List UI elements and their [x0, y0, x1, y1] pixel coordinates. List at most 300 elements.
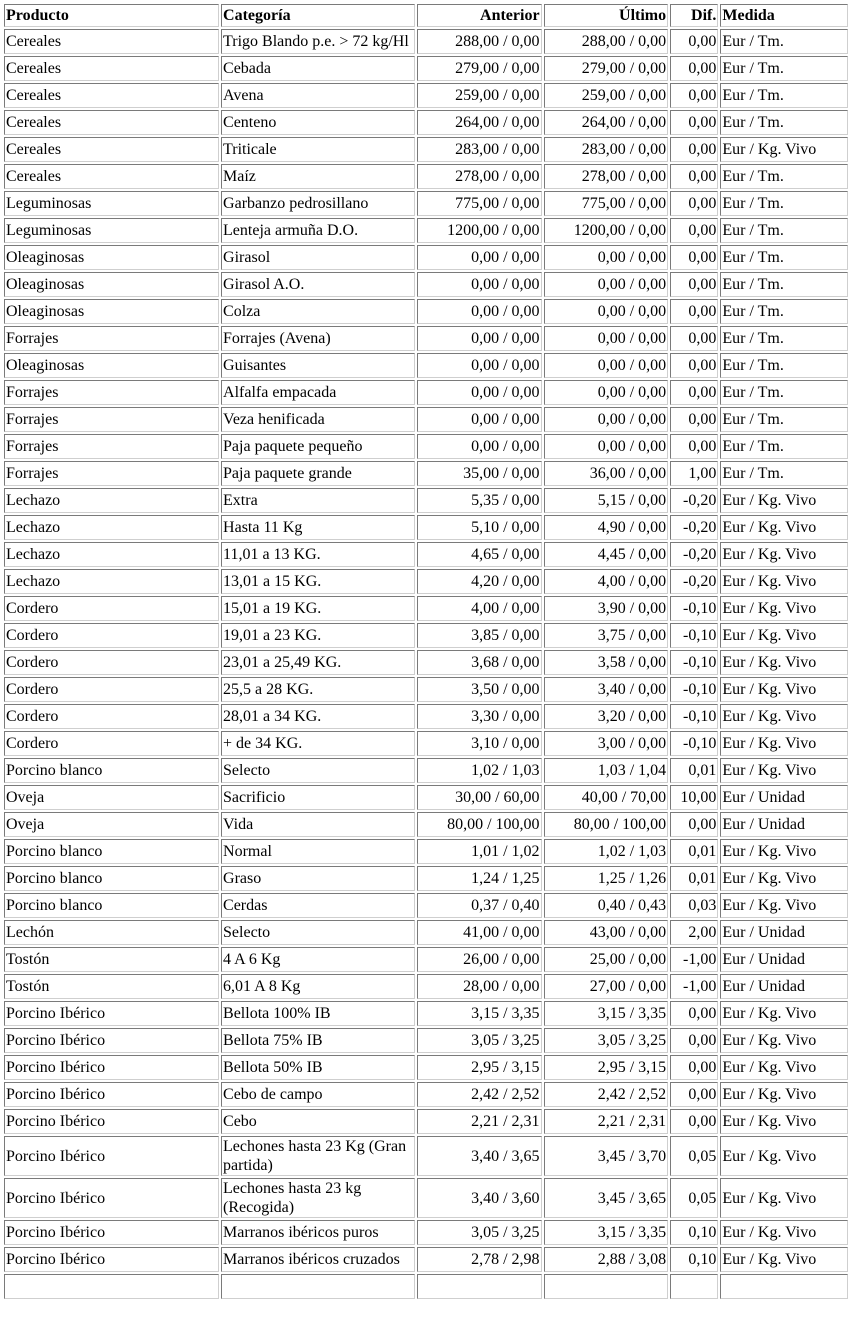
cell-categoria: Vida: [221, 812, 415, 837]
cell-anterior: 0,00 / 0,00: [417, 407, 542, 432]
cell-dif: 0,00: [670, 1001, 718, 1026]
cell-anterior: 2,42 / 2,52: [417, 1082, 542, 1107]
table-row: [4, 164, 848, 189]
table-row: [4, 596, 848, 621]
cell-medida: Eur / Kg. Vivo: [720, 515, 848, 540]
cell-producto: Oleaginosas: [4, 245, 219, 270]
cell-dif: 0,00: [670, 326, 718, 351]
cell-categoria: 19,01 a 23 KG.: [221, 623, 415, 648]
cell-ultimo: 0,40 / 0,43: [544, 893, 669, 918]
cell-dif: 0,00: [670, 245, 718, 270]
cell-dif: -1,00: [670, 947, 718, 972]
cell-producto: Cereales: [4, 110, 219, 135]
cell-dif: 0,05: [670, 1136, 718, 1176]
cell-medida: Eur / Kg. Vivo: [720, 1001, 848, 1026]
cell-anterior: 28,00 / 0,00: [417, 974, 542, 999]
cell-dif: 0,00: [670, 1055, 718, 1080]
cell-ultimo: 36,00 / 0,00: [544, 461, 669, 486]
cell-medida: Eur / Tm.: [720, 272, 848, 297]
cell-producto: Porcino Ibérico: [4, 1082, 219, 1107]
cell-producto: Forrajes: [4, 461, 219, 486]
cell-producto: Oleaginosas: [4, 299, 219, 324]
cell-producto: Porcino Ibérico: [4, 1220, 219, 1245]
cell-anterior: 0,00 / 0,00: [417, 245, 542, 270]
cell-anterior: 26,00 / 0,00: [417, 947, 542, 972]
cell-ultimo: 3,20 / 0,00: [544, 704, 669, 729]
cell-medida: Eur / Unidad: [720, 974, 848, 999]
cell-dif: -0,10: [670, 650, 718, 675]
cell-medida: Eur / Tm.: [720, 353, 848, 378]
cell-anterior: 278,00 / 0,00: [417, 164, 542, 189]
cell-categoria: 4 A 6 Kg: [221, 947, 415, 972]
cell-medida: Eur / Tm.: [720, 83, 848, 108]
cell-ultimo: 1,25 / 1,26: [544, 866, 669, 891]
cell-dif: 0,00: [670, 83, 718, 108]
table-row: [4, 542, 848, 567]
table-row: [4, 218, 848, 243]
table-row: [4, 299, 848, 324]
table-row: [4, 1247, 848, 1272]
cell-medida: Eur / Tm.: [720, 461, 848, 486]
cell-dif: -1,00: [670, 974, 718, 999]
cell-dif: 0,01: [670, 839, 718, 864]
cell-dif: 0,00: [670, 56, 718, 81]
cell-anterior: 283,00 / 0,00: [417, 137, 542, 162]
cell-medida: Eur / Kg. Vivo: [720, 1136, 848, 1176]
table-row: [4, 191, 848, 216]
cell-anterior: 3,15 / 3,35: [417, 1001, 542, 1026]
cell-medida: Eur / Kg. Vivo: [720, 542, 848, 567]
cell-dif: 1,00: [670, 461, 718, 486]
cell-categoria: Bellota 100% IB: [221, 1001, 415, 1026]
table-body: [4, 29, 848, 1299]
table-row: [4, 1178, 848, 1218]
cell-dif: 0,00: [670, 191, 718, 216]
cell-dif: -0,10: [670, 704, 718, 729]
cell-producto: Porcino Ibérico: [4, 1055, 219, 1080]
cell-categoria: + de 34 KG.: [221, 731, 415, 756]
cell-dif: 0,00: [670, 380, 718, 405]
cell-ultimo: 1200,00 / 0,00: [544, 218, 669, 243]
cell-medida: Eur / Tm.: [720, 191, 848, 216]
cell-dif: -0,20: [670, 569, 718, 594]
cell-medida: [720, 1274, 848, 1299]
cell-dif: -0,10: [670, 731, 718, 756]
cell-anterior: 80,00 / 100,00: [417, 812, 542, 837]
cell-producto: Cereales: [4, 164, 219, 189]
cell-producto: Lechazo: [4, 569, 219, 594]
table-row: [4, 29, 848, 54]
cell-dif: 0,00: [670, 218, 718, 243]
cell-medida: Eur / Kg. Vivo: [720, 596, 848, 621]
cell-anterior: 3,50 / 0,00: [417, 677, 542, 702]
table-row: [4, 83, 848, 108]
table-row: [4, 677, 848, 702]
table-row: [4, 623, 848, 648]
table-row: [4, 893, 848, 918]
cell-dif: -0,10: [670, 623, 718, 648]
cell-medida: Eur / Tm.: [720, 218, 848, 243]
table-row: [4, 974, 848, 999]
cell-medida: Eur / Unidad: [720, 920, 848, 945]
cell-dif: 0,01: [670, 758, 718, 783]
cell-categoria: Cerdas: [221, 893, 415, 918]
cell-producto: Tostón: [4, 947, 219, 972]
cell-ultimo: 3,15 / 3,35: [544, 1220, 669, 1245]
cell-categoria: 23,01 a 25,49 KG.: [221, 650, 415, 675]
cell-ultimo: 2,21 / 2,31: [544, 1109, 669, 1134]
cell-dif: 0,10: [670, 1220, 718, 1245]
cell-ultimo: 2,88 / 3,08: [544, 1247, 669, 1272]
cell-dif: 2,00: [670, 920, 718, 945]
cell-categoria: [221, 1274, 415, 1299]
cell-ultimo: 775,00 / 0,00: [544, 191, 669, 216]
cell-categoria: Garbanzo pedrosillano: [221, 191, 415, 216]
cell-medida: Eur / Kg. Vivo: [720, 758, 848, 783]
cell-medida: Eur / Kg. Vivo: [720, 1109, 848, 1134]
table-row: [4, 407, 848, 432]
cell-dif: 0,00: [670, 353, 718, 378]
cell-categoria: Bellota 75% IB: [221, 1028, 415, 1053]
cell-dif: 0,00: [670, 164, 718, 189]
cell-dif: 0,00: [670, 29, 718, 54]
cell-medida: Eur / Kg. Vivo: [720, 893, 848, 918]
cell-ultimo: 4,00 / 0,00: [544, 569, 669, 594]
cell-anterior: 2,21 / 2,31: [417, 1109, 542, 1134]
cell-anterior: 0,00 / 0,00: [417, 353, 542, 378]
cell-anterior: 0,00 / 0,00: [417, 434, 542, 459]
cell-medida: Eur / Kg. Vivo: [720, 866, 848, 891]
cell-dif: [670, 1274, 718, 1299]
cell-dif: -0,10: [670, 596, 718, 621]
cell-medida: Eur / Kg. Vivo: [720, 704, 848, 729]
cell-categoria: Hasta 11 Kg: [221, 515, 415, 540]
cell-ultimo: 3,90 / 0,00: [544, 596, 669, 621]
cell-anterior: 4,00 / 0,00: [417, 596, 542, 621]
cell-producto: Leguminosas: [4, 191, 219, 216]
cell-categoria: 15,01 a 19 KG.: [221, 596, 415, 621]
cell-producto: Porcino Ibérico: [4, 1001, 219, 1026]
cell-categoria: Extra: [221, 488, 415, 513]
cell-anterior: 5,10 / 0,00: [417, 515, 542, 540]
cell-categoria: Lechones hasta 23 Kg (Gran partida): [221, 1136, 415, 1176]
cell-categoria: Bellota 50% IB: [221, 1055, 415, 1080]
cell-categoria: Maíz: [221, 164, 415, 189]
cell-producto: Forrajes: [4, 326, 219, 351]
cell-ultimo: [544, 1274, 669, 1299]
table-row: [4, 1001, 848, 1026]
cell-ultimo: 80,00 / 100,00: [544, 812, 669, 837]
cell-producto: Porcino Ibérico: [4, 1028, 219, 1053]
cell-dif: -0,20: [670, 488, 718, 513]
cell-categoria: Normal: [221, 839, 415, 864]
table-row: [4, 785, 848, 810]
cell-ultimo: 0,00 / 0,00: [544, 326, 669, 351]
cell-medida: Eur / Kg. Vivo: [720, 839, 848, 864]
cell-anterior: 2,78 / 2,98: [417, 1247, 542, 1272]
cell-ultimo: 40,00 / 70,00: [544, 785, 669, 810]
cell-anterior: 1,02 / 1,03: [417, 758, 542, 783]
cell-medida: Eur / Tm.: [720, 326, 848, 351]
cell-medida: Eur / Kg. Vivo: [720, 731, 848, 756]
cell-producto: Lechón: [4, 920, 219, 945]
cell-ultimo: 3,45 / 3,65: [544, 1178, 669, 1218]
cell-dif: 0,05: [670, 1178, 718, 1218]
header-row: [4, 4, 848, 27]
cell-producto: Cereales: [4, 137, 219, 162]
table-row: [4, 758, 848, 783]
table-row: [4, 380, 848, 405]
cell-medida: Eur / Tm.: [720, 164, 848, 189]
cell-medida: Eur / Kg. Vivo: [720, 1055, 848, 1080]
cell-categoria: Marranos ibéricos puros: [221, 1220, 415, 1245]
cell-ultimo: 0,00 / 0,00: [544, 272, 669, 297]
cell-categoria: Selecto: [221, 920, 415, 945]
cell-ultimo: 278,00 / 0,00: [544, 164, 669, 189]
cell-producto: Lechazo: [4, 542, 219, 567]
table-row: [4, 1082, 848, 1107]
cell-categoria: Forrajes (Avena): [221, 326, 415, 351]
cell-anterior: 0,37 / 0,40: [417, 893, 542, 918]
cell-medida: Eur / Tm.: [720, 380, 848, 405]
cell-producto: Forrajes: [4, 380, 219, 405]
cell-dif: 0,00: [670, 407, 718, 432]
cell-dif: 0,00: [670, 299, 718, 324]
cell-producto: Oveja: [4, 812, 219, 837]
cell-anterior: 0,00 / 0,00: [417, 326, 542, 351]
cell-producto: Cordero: [4, 677, 219, 702]
cell-producto: Porcino Ibérico: [4, 1247, 219, 1272]
cell-ultimo: 3,45 / 3,70: [544, 1136, 669, 1176]
cell-dif: 0,00: [670, 812, 718, 837]
cell-producto: Oleaginosas: [4, 353, 219, 378]
table-row: [4, 650, 848, 675]
cell-medida: Eur / Kg. Vivo: [720, 1178, 848, 1218]
cell-anterior: 1200,00 / 0,00: [417, 218, 542, 243]
cell-producto: Forrajes: [4, 434, 219, 459]
table-row: [4, 1028, 848, 1053]
table-header: [4, 4, 848, 27]
table-row: [4, 1136, 848, 1176]
cell-ultimo: 43,00 / 0,00: [544, 920, 669, 945]
cell-dif: -0,20: [670, 542, 718, 567]
cell-categoria: Paja paquete pequeño: [221, 434, 415, 459]
cell-ultimo: 1,02 / 1,03: [544, 839, 669, 864]
table-row: [4, 812, 848, 837]
table-row: [4, 839, 848, 864]
cell-anterior: 3,40 / 3,60: [417, 1178, 542, 1218]
table-row: [4, 569, 848, 594]
table-row: [4, 515, 848, 540]
cell-medida: Eur / Tm.: [720, 407, 848, 432]
cell-dif: 0,00: [670, 1028, 718, 1053]
cell-medida: Eur / Kg. Vivo: [720, 137, 848, 162]
cell-categoria: Marranos ibéricos cruzados: [221, 1247, 415, 1272]
cell-categoria: 11,01 a 13 KG.: [221, 542, 415, 567]
cell-ultimo: 25,00 / 0,00: [544, 947, 669, 972]
cell-ultimo: 2,42 / 2,52: [544, 1082, 669, 1107]
cell-anterior: 1,24 / 1,25: [417, 866, 542, 891]
table-row: [4, 353, 848, 378]
cell-categoria: 6,01 A 8 Kg: [221, 974, 415, 999]
cell-producto: Leguminosas: [4, 218, 219, 243]
cell-dif: 0,10: [670, 1247, 718, 1272]
cell-ultimo: 3,15 / 3,35: [544, 1001, 669, 1026]
cell-dif: 0,00: [670, 434, 718, 459]
cell-anterior: 0,00 / 0,00: [417, 299, 542, 324]
cell-anterior: 0,00 / 0,00: [417, 380, 542, 405]
cell-anterior: 3,68 / 0,00: [417, 650, 542, 675]
cell-producto: Porcino blanco: [4, 758, 219, 783]
cell-categoria: Graso: [221, 866, 415, 891]
cell-producto: Oveja: [4, 785, 219, 810]
cell-ultimo: 3,40 / 0,00: [544, 677, 669, 702]
table-row: [4, 245, 848, 270]
cell-medida: Eur / Tm.: [720, 29, 848, 54]
cell-categoria: Sacrificio: [221, 785, 415, 810]
header-categoria: Categoría: [221, 4, 415, 27]
cell-medida: Eur / Kg. Vivo: [720, 1028, 848, 1053]
cell-producto: Cordero: [4, 650, 219, 675]
cell-producto: Lechazo: [4, 488, 219, 513]
cell-anterior: 775,00 / 0,00: [417, 191, 542, 216]
cell-dif: 0,00: [670, 137, 718, 162]
cell-categoria: Cebo: [221, 1109, 415, 1134]
cell-anterior: 5,35 / 0,00: [417, 488, 542, 513]
cell-dif: 10,00: [670, 785, 718, 810]
cell-dif: 0,00: [670, 110, 718, 135]
cell-dif: 0,00: [670, 272, 718, 297]
cell-anterior: 4,65 / 0,00: [417, 542, 542, 567]
cell-anterior: 259,00 / 0,00: [417, 83, 542, 108]
cell-categoria: Centeno: [221, 110, 415, 135]
cell-medida: Eur / Unidad: [720, 812, 848, 837]
cell-ultimo: 3,75 / 0,00: [544, 623, 669, 648]
cell-producto: Cordero: [4, 596, 219, 621]
cell-dif: 0,00: [670, 1109, 718, 1134]
table-row: [4, 1055, 848, 1080]
cell-medida: Eur / Kg. Vivo: [720, 1247, 848, 1272]
cell-anterior: 288,00 / 0,00: [417, 29, 542, 54]
cell-medida: Eur / Unidad: [720, 947, 848, 972]
cell-ultimo: 2,95 / 3,15: [544, 1055, 669, 1080]
cell-producto: Oleaginosas: [4, 272, 219, 297]
cell-ultimo: 0,00 / 0,00: [544, 407, 669, 432]
cell-ultimo: 3,58 / 0,00: [544, 650, 669, 675]
cell-ultimo: 1,03 / 1,04: [544, 758, 669, 783]
cell-ultimo: 3,00 / 0,00: [544, 731, 669, 756]
cell-anterior: [417, 1274, 542, 1299]
cell-categoria: Cebo de campo: [221, 1082, 415, 1107]
table-row: [4, 947, 848, 972]
table-row: [4, 110, 848, 135]
cell-categoria: Girasol A.O.: [221, 272, 415, 297]
cell-categoria: Colza: [221, 299, 415, 324]
header-dif: Dif.: [670, 4, 718, 27]
cell-producto: Porcino Ibérico: [4, 1136, 219, 1176]
cell-medida: Eur / Kg. Vivo: [720, 623, 848, 648]
cell-anterior: 3,10 / 0,00: [417, 731, 542, 756]
cell-ultimo: 3,05 / 3,25: [544, 1028, 669, 1053]
cell-medida: Eur / Tm.: [720, 299, 848, 324]
header-medida: Medida: [720, 4, 848, 27]
cell-anterior: 35,00 / 0,00: [417, 461, 542, 486]
cell-ultimo: 288,00 / 0,00: [544, 29, 669, 54]
cell-producto: Porcino blanco: [4, 893, 219, 918]
cell-anterior: 3,05 / 3,25: [417, 1028, 542, 1053]
cell-anterior: 30,00 / 60,00: [417, 785, 542, 810]
table-row: [4, 731, 848, 756]
cell-producto: Forrajes: [4, 407, 219, 432]
cell-categoria: Avena: [221, 83, 415, 108]
cell-categoria: Trigo Blando p.e. > 72 kg/Hl: [221, 29, 415, 54]
table-row: [4, 488, 848, 513]
cell-ultimo: 0,00 / 0,00: [544, 380, 669, 405]
cell-ultimo: 27,00 / 0,00: [544, 974, 669, 999]
table-row: [4, 866, 848, 891]
cell-producto: [4, 1274, 219, 1299]
cell-ultimo: 264,00 / 0,00: [544, 110, 669, 135]
cell-producto: Cereales: [4, 83, 219, 108]
cell-ultimo: 0,00 / 0,00: [544, 353, 669, 378]
cell-anterior: 279,00 / 0,00: [417, 56, 542, 81]
cell-categoria: Lenteja armuña D.O.: [221, 218, 415, 243]
cell-producto: Porcino Ibérico: [4, 1178, 219, 1218]
cell-categoria: Triticale: [221, 137, 415, 162]
cell-anterior: 3,05 / 3,25: [417, 1220, 542, 1245]
cell-producto: Lechazo: [4, 515, 219, 540]
cell-categoria: Veza henificada: [221, 407, 415, 432]
cell-anterior: 3,85 / 0,00: [417, 623, 542, 648]
cell-ultimo: 283,00 / 0,00: [544, 137, 669, 162]
cell-medida: Eur / Kg. Vivo: [720, 650, 848, 675]
cell-categoria: Cebada: [221, 56, 415, 81]
table-row: [4, 137, 848, 162]
cell-medida: Eur / Tm.: [720, 434, 848, 459]
cell-medida: Eur / Kg. Vivo: [720, 569, 848, 594]
cell-ultimo: 279,00 / 0,00: [544, 56, 669, 81]
header-producto: Producto: [4, 4, 219, 27]
table-row: [4, 326, 848, 351]
cell-ultimo: 0,00 / 0,00: [544, 245, 669, 270]
table-row: [4, 1220, 848, 1245]
cell-categoria: 28,01 a 34 KG.: [221, 704, 415, 729]
cell-anterior: 2,95 / 3,15: [417, 1055, 542, 1080]
cell-ultimo: 5,15 / 0,00: [544, 488, 669, 513]
cell-medida: Eur / Tm.: [720, 56, 848, 81]
cell-medida: Eur / Kg. Vivo: [720, 1220, 848, 1245]
table-row: [4, 434, 848, 459]
cell-producto: Porcino blanco: [4, 866, 219, 891]
cell-producto: Cereales: [4, 56, 219, 81]
cell-categoria: Alfalfa empacada: [221, 380, 415, 405]
cell-categoria: Lechones hasta 23 kg (Recogida): [221, 1178, 415, 1218]
cell-producto: Cereales: [4, 29, 219, 54]
cell-categoria: Selecto: [221, 758, 415, 783]
table-row: [4, 56, 848, 81]
cell-producto: Cordero: [4, 704, 219, 729]
cell-producto: Cordero: [4, 623, 219, 648]
cell-ultimo: 4,90 / 0,00: [544, 515, 669, 540]
table-row: [4, 461, 848, 486]
cell-anterior: 41,00 / 0,00: [417, 920, 542, 945]
cell-anterior: 1,01 / 1,02: [417, 839, 542, 864]
cell-categoria: Paja paquete grande: [221, 461, 415, 486]
cell-medida: Eur / Tm.: [720, 245, 848, 270]
cell-producto: Cordero: [4, 731, 219, 756]
cell-anterior: 264,00 / 0,00: [417, 110, 542, 135]
cell-ultimo: 259,00 / 0,00: [544, 83, 669, 108]
